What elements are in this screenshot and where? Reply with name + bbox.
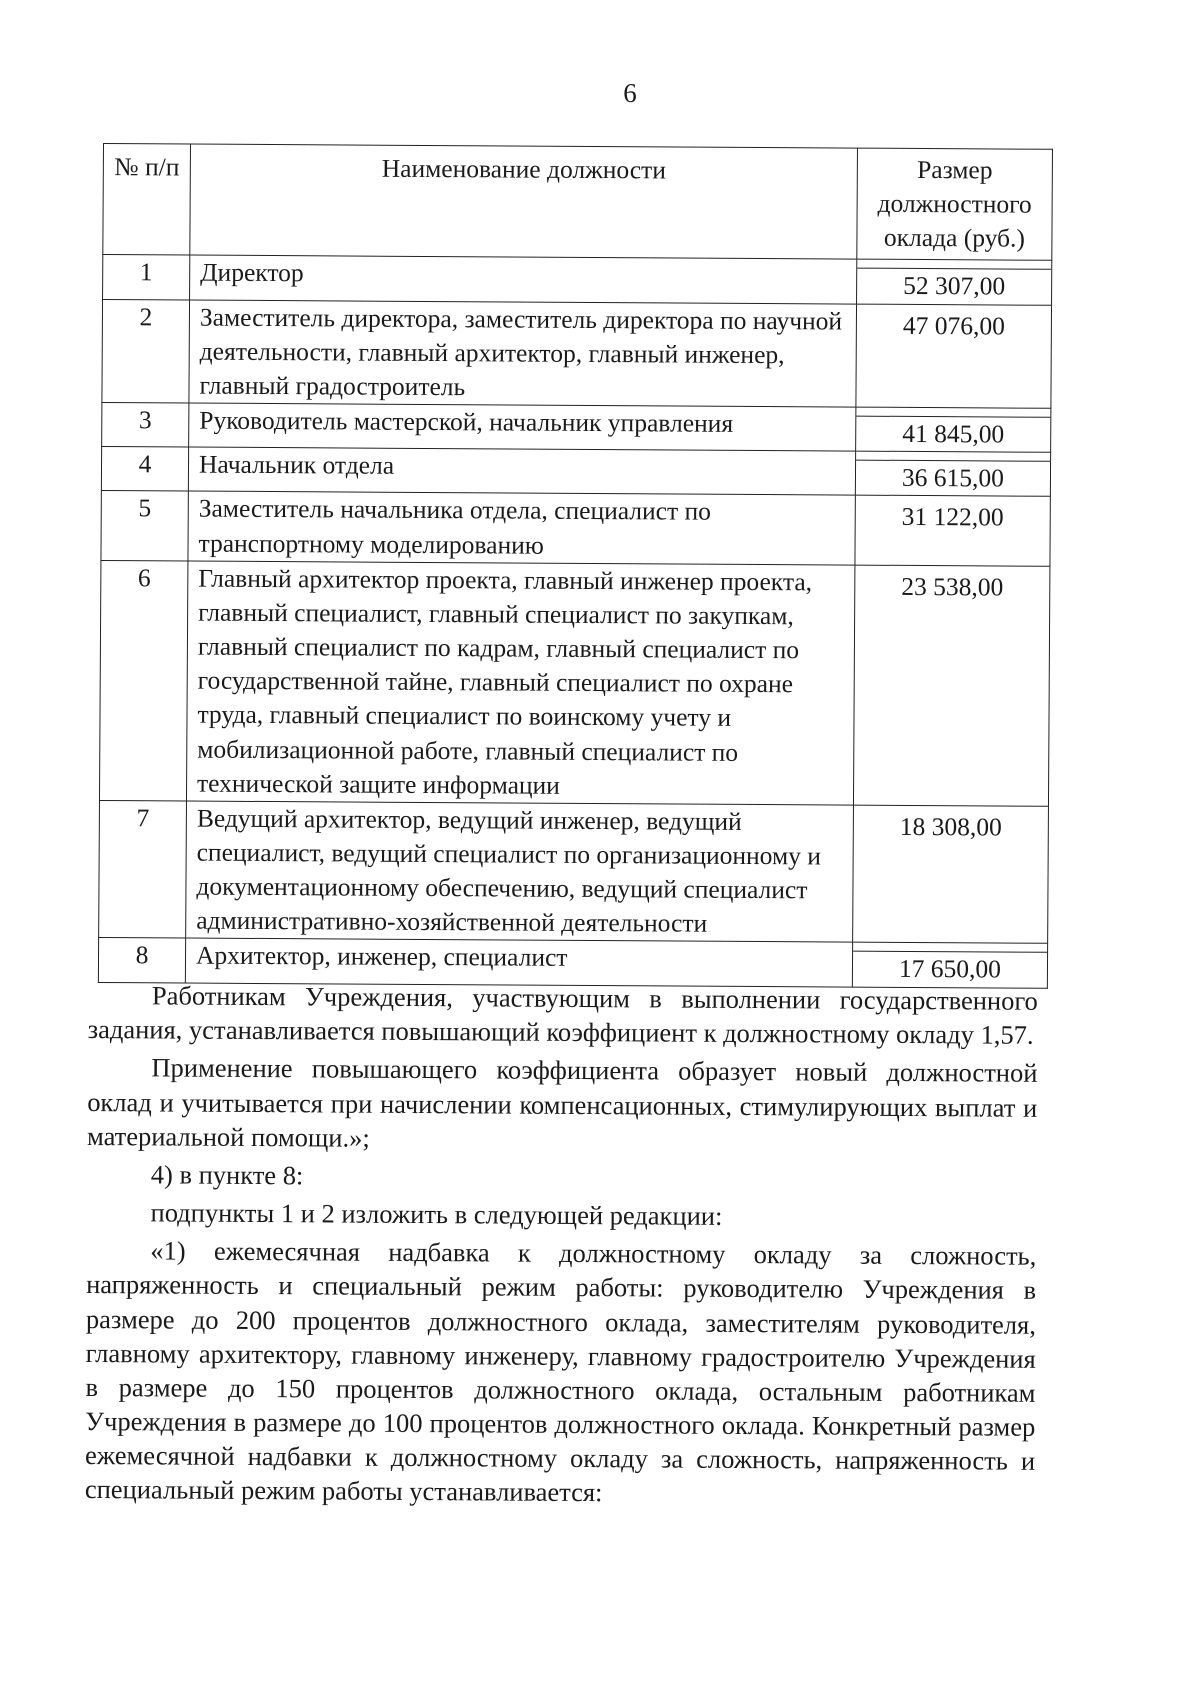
row-number: 5 (101, 491, 188, 561)
body-text (85, 978, 1038, 1516)
row-position-name: Руководитель мастерской, начальник управления (189, 403, 856, 451)
row-salary: 52 307,00 (857, 268, 1051, 304)
row-position-name: Начальник отдела (188, 447, 855, 495)
row-salary-cell (857, 260, 1052, 305)
row-salary-cell (852, 943, 1047, 988)
row-number: 6 (99, 560, 187, 801)
row-number: 7 (99, 800, 187, 938)
row-position-name: Заместитель начальника отдела, специалист по транспортному моделированию (188, 491, 855, 564)
row-number: 3 (102, 403, 189, 448)
header-number: № п/п (103, 144, 191, 256)
row-number: 8 (98, 938, 185, 983)
page-number: 6 (623, 78, 637, 108)
table-row (102, 299, 1052, 408)
row-number: 2 (102, 299, 190, 403)
paragraph-allowance: «1) ежемесячная надбавка к должностному окладу за сложность, напряженность и специальный режим работы: руководителю Учреждения в размере до 200 процентов должностного оклада, заместителям руководителя, главному архитектору, главному инженеру, главному градостроителю Учреждения в размере до 150 процентов должностного оклада, остальным работникам Учреждения в размере до 100 процентов должностного оклада. Конкретный размер ежемесячной надбавки к должностному окладу за сложность, напряженность и специальный режим работы устанавливается: (84, 1235, 1037, 1508)
row-salary-cell (855, 451, 1050, 496)
row-salary: 47 076,00 (856, 304, 1052, 409)
table-row (99, 560, 1049, 806)
table-row (99, 800, 1049, 943)
row-position-name: Директор (190, 256, 857, 304)
paragraph-new-salary: Применение повышающего коэффициента образует новый должностной оклад и учитывается при начислении компенсационных, стимулирующих выплат и материальной помощи.»; (86, 1052, 1038, 1153)
table-row (102, 403, 1051, 453)
row-salary: 23 538,00 (853, 565, 1049, 806)
header-position-name: Наименование должности (190, 144, 858, 260)
row-position-name: Заместитель директора, заместитель директора по научной деятельности, главный архитектор, главный инженер, главный градостроитель (189, 300, 857, 408)
row-position-name: Главный архитектор проекта, главный инженер проекта, главный специалист, главный специалист по закупкам, главный специалист по кадрам, главный специалист по государственной тайне, главный специалист по охране труда, главный специалист по воинскому учету и мобилизационной работе, главный специалист по технической защите информации (186, 561, 854, 805)
table-header-row (103, 144, 1053, 261)
row-position-name: Архитектор, инженер, специалист (185, 938, 852, 986)
row-salary-cell (856, 407, 1051, 452)
table-row (103, 255, 1052, 305)
row-salary: 41 845,00 (856, 416, 1050, 452)
paragraph-subpoints: подпункты 1 и 2 изложить в следующей редакции: (150, 1197, 723, 1231)
header-salary: Размер должностного оклада (руб.) (857, 148, 1053, 261)
table-row (101, 447, 1050, 497)
row-number: 4 (101, 447, 188, 492)
row-salary: 36 615,00 (856, 460, 1050, 496)
row-position-name: Ведущий архитектор, ведущий инженер, ведущий специалист, ведущий специалист по организационному и документационному обеспечению, ведущий специалист административно-хозяйственной деятельности (186, 801, 854, 943)
row-salary: 18 308,00 (853, 805, 1049, 944)
paragraph-coefficient: Работникам Учреждения, участвующим в выполнении государственного задания, устанавливается повышающий коэффициент к должностному окладу 1,57. (87, 980, 1038, 1050)
table-row (101, 491, 1050, 566)
salary-table-wrapper (98, 143, 1053, 988)
salary-table (98, 143, 1053, 988)
row-salary: 17 650,00 (853, 951, 1047, 987)
row-salary: 31 122,00 (855, 496, 1050, 567)
paragraph-point-8: 4) в пункте 8: (150, 1159, 304, 1191)
row-number: 1 (103, 255, 190, 300)
